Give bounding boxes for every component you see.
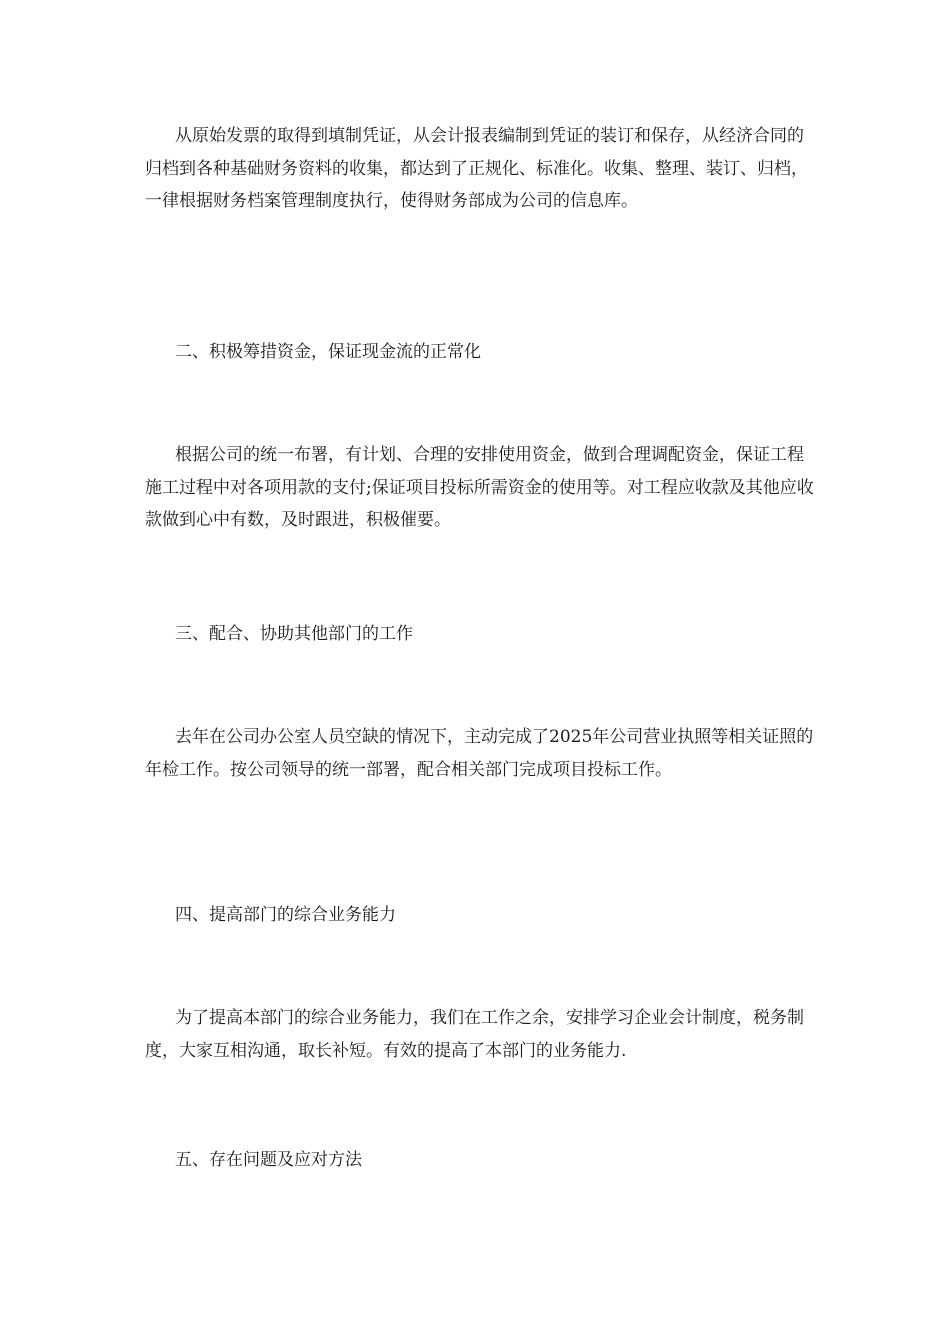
heading-capability: 四、提高部门的综合业务能力 bbox=[175, 905, 396, 925]
heading-funds: 二、积极筹措资金，保证现金流的正常化 bbox=[175, 342, 481, 362]
heading-problems: 五、存在问题及应对方法 bbox=[175, 1150, 362, 1170]
heading-cooperation: 三、配合、协助其他部门的工作 bbox=[175, 624, 413, 644]
paragraph-archives: 从原始发票的取得到填制凭证，从会计报表编制到凭证的装订和保存，从经济合同的归档到各种基础财务资料的收集，都达到了正规化、标准化。收集、整理、装订、归档，一律根据财务档案管理制度执行，使得财务部成为公司的信息库。 bbox=[145, 126, 808, 212]
paragraph-cooperation: 去年在公司办公室人员空缺的情况下，主动完成了2025年公司营业执照等相关证照的年检工作。按公司领导的统一部署，配合相关部门完成项目投标工作。 bbox=[145, 727, 814, 780]
paragraph-funds: 根据公司的统一布署，有计划、合理的安排使用资金，做到合理调配资金，保证工程施工过程中对各项用款的支付;保证项目投标所需资金的使用等。对工程应收款及其他应收款做到心中有数，及时跟进，积极催要。 bbox=[145, 445, 814, 531]
paragraph-capability: 为了提高本部门的综合业务能力，我们在工作之余，安排学习企业会计制度，税务制度，大家互相沟通，取长补短。有效的提高了本部门的业务能力. bbox=[145, 1008, 804, 1061]
